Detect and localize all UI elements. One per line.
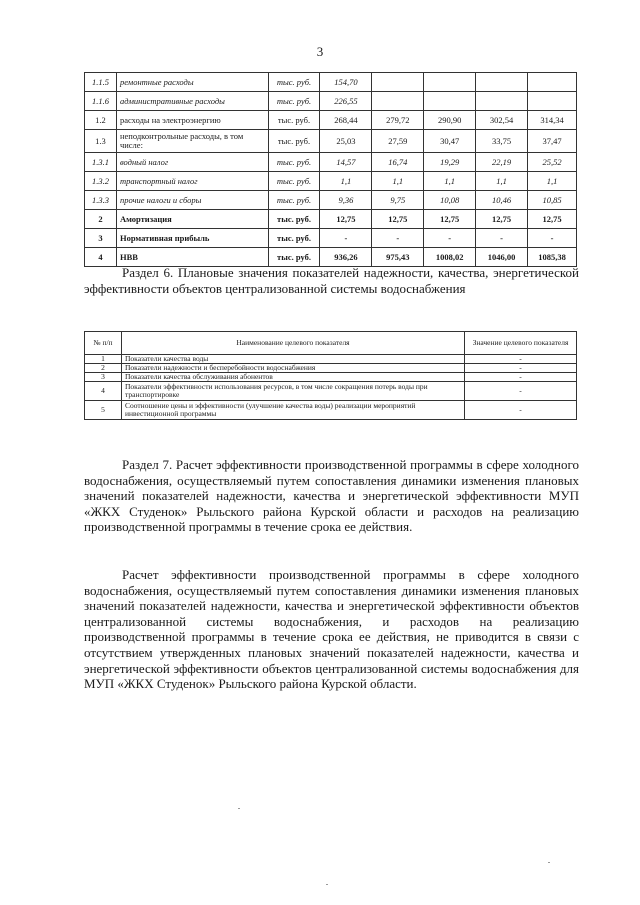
row-value: 27,59 [372,130,424,153]
cost-table-row [85,172,577,191]
row-unit: тыс. руб. [268,153,320,172]
row-value [528,92,577,111]
indicator-value: - [465,364,577,373]
row-number: 1.3 [85,130,117,153]
cost-table-body [85,73,577,267]
row-value: 10,08 [424,191,476,210]
row-value: 37,47 [528,130,577,153]
row-name: транспортный налог [116,172,268,191]
row-value: 1085,38 [528,248,577,267]
row-number: 1.2 [85,111,117,130]
row-value: - [528,229,577,248]
row-unit: тыс. руб. [268,130,320,153]
page-number: 3 [316,44,324,59]
row-value: 19,29 [424,153,476,172]
row-name: неподконтрольные расходы, в том числе: [116,130,268,153]
row-value: 975,43 [372,248,424,267]
cost-table-row [85,153,577,172]
row-value: 22,19 [476,153,528,172]
indicator-value: - [465,382,577,401]
row-value: 25,03 [320,130,372,153]
row-value: 9,75 [372,191,424,210]
section7-heading: Раздел 7. Расчет эффективности производственной программы в сфере холодного водоснабжения, осуществляемый путем сопоставления динамики изменения плановых значений показателей надежности, качества и энергетической эффективности МУП «ЖКХ Студенок» Рыльского района Курской области и расходов на реализацию производственной программы в течение срока ее действия. [84,457,579,535]
header-value: Значение целевого показателя [465,332,577,355]
scan-speck [548,862,550,863]
row-number: 4 [85,248,117,267]
section6-heading: Раздел 6. Плановые значения показателей надежности, качества, энергетической эффективности объектов централизованной системы водоснабжения [84,265,579,296]
cost-table-row [85,191,577,210]
cost-table-row [85,210,577,229]
row-value: 936,26 [320,248,372,267]
cost-table-row [85,229,577,248]
row-name: ремонтные расходы [116,73,268,92]
indicator-table-body [85,355,577,420]
row-unit: тыс. руб. [268,191,320,210]
row-value: 1,1 [528,172,577,191]
row-value: 1008,02 [424,248,476,267]
row-value: 12,75 [424,210,476,229]
row-value: 12,75 [320,210,372,229]
row-value: - [320,229,372,248]
cost-table-row [85,73,577,92]
indicator-num: 5 [85,401,122,420]
cost-table-row [85,248,577,267]
cost-table-row [85,111,577,130]
row-name: НВВ [116,248,268,267]
scan-speck [238,808,240,809]
row-value: - [372,229,424,248]
row-name: прочие налоги и сборы [116,191,268,210]
header-name: Наименование целевого показателя [122,332,465,355]
indicator-num: 2 [85,364,122,373]
cost-table-row [85,92,577,111]
indicator-num: 4 [85,382,122,401]
indicator-num: 1 [85,355,122,364]
row-unit: тыс. руб. [268,248,320,267]
row-value: 10,46 [476,191,528,210]
row-unit: тыс. руб. [268,210,320,229]
row-value: 30,47 [424,130,476,153]
row-value: 1,1 [320,172,372,191]
row-value: 10,85 [528,191,577,210]
row-unit: тыс. руб. [268,111,320,130]
row-number: 1.1.5 [85,73,117,92]
scan-speck [326,884,328,885]
indicator-table-row [85,373,577,382]
indicator-table [84,331,577,420]
row-value [424,73,476,92]
row-value: 33,75 [476,130,528,153]
indicator-name: Показатели надежности и бесперебойности водоснабжения [122,364,465,373]
indicator-name: Соотношение цены и эффективности (улучшение качества воды) реализации мероприятий инвестиционной программы [122,401,465,420]
row-number: 3 [85,229,117,248]
row-value: 1,1 [372,172,424,191]
row-value [528,73,577,92]
row-number: 1.1.6 [85,92,117,111]
indicator-value: - [465,401,577,420]
indicator-table-header [85,332,577,355]
row-value: 290,90 [424,111,476,130]
row-value: 25,52 [528,153,577,172]
row-value [476,73,528,92]
indicator-table-row [85,401,577,420]
row-number: 1.3.3 [85,191,117,210]
indicator-value: - [465,355,577,364]
row-value: 14,57 [320,153,372,172]
indicator-name: Показатели качества обслуживания абонентов [122,373,465,382]
row-value: 12,75 [528,210,577,229]
row-name: административные расходы [116,92,268,111]
row-value: - [424,229,476,248]
row-value: 314,34 [528,111,577,130]
cost-table-row [85,130,577,153]
indicator-name: Показатели эффективности использования ресурсов, в том числе сокращения потерь воды при транспортировке [122,382,465,401]
row-name: Нормативная прибыль [116,229,268,248]
row-value: - [476,229,528,248]
row-name: расходы на электроэнергию [116,111,268,130]
row-value: 268,44 [320,111,372,130]
row-unit: тыс. руб. [268,229,320,248]
indicator-num: 3 [85,373,122,382]
row-value: 1046,00 [476,248,528,267]
indicator-table-row [85,382,577,401]
row-value: 154,70 [320,73,372,92]
row-number: 1.3.2 [85,172,117,191]
row-number: 1.3.1 [85,153,117,172]
indicator-value: - [465,373,577,382]
header-num: № п/п [85,332,122,355]
row-value: 9,36 [320,191,372,210]
row-value: 12,75 [372,210,424,229]
cost-table [84,72,577,267]
row-name: Амортизация [116,210,268,229]
row-value: 226,55 [320,92,372,111]
row-unit: тыс. руб. [268,92,320,111]
row-value [372,92,424,111]
row-name: водный налог [116,153,268,172]
indicator-name: Показатели качества воды [122,355,465,364]
row-value: 1,1 [476,172,528,191]
row-unit: тыс. руб. [268,172,320,191]
row-number: 2 [85,210,117,229]
row-value [476,92,528,111]
row-value: 1,1 [424,172,476,191]
row-value: 16,74 [372,153,424,172]
row-unit: тыс. руб. [268,73,320,92]
row-value [372,73,424,92]
row-value: 12,75 [476,210,528,229]
row-value: 279,72 [372,111,424,130]
row-value [424,92,476,111]
row-value: 302,54 [476,111,528,130]
conclusion-paragraph: Расчет эффективности производственной программы в сфере холодного водоснабжения, осуществляемый путем сопоставления динамики изменения плановых значений показателей надежности, качества и энергетической эффективности объектов централизованной системы водоснабжения, и расходов на реализацию производственной программы в течение срока ее действия, не приводится в связи с отсутствием утвержденных плановых значений показателей надежности, качества и энергетической эффективности объектов централизованной системы водоснабжения для МУП «ЖКХ Студенок» Рыльского района Курской области. [84,567,579,692]
